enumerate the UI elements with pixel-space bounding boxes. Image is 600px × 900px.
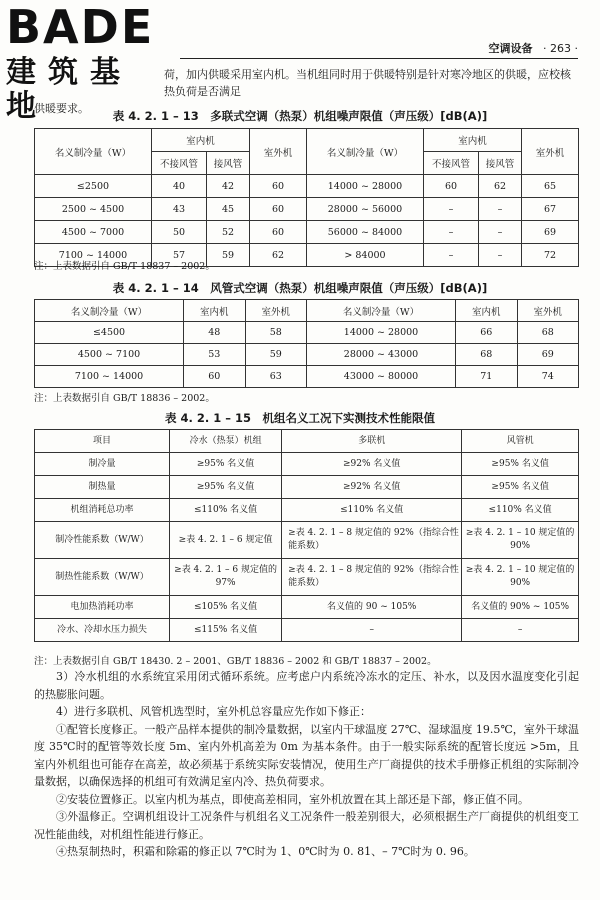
table-cell: 67: [522, 198, 579, 221]
intro-line-2: 供暖要求。: [34, 102, 89, 115]
t1-h-noduct2: 不接风管: [423, 152, 478, 175]
table-header-cell: 名义制冷量（W）: [306, 300, 455, 322]
table-cell: ≥表 4. 2. 1 – 8 规定值的 92%（指综合性能系数）: [282, 559, 462, 596]
table-cell: ≥95% 名义值: [170, 476, 282, 499]
table3: [34, 429, 579, 642]
table3-caption: 表 4. 2. 1 – 15 机组名义工况下实测技术性能限值: [164, 411, 435, 425]
table-cell: 4500 ~ 7100: [35, 344, 184, 366]
table-cell: ≥表 4. 2. 1 – 10 规定值的 90%: [462, 522, 579, 559]
table-header-cell: 室外机: [517, 300, 579, 322]
table-cell: –: [282, 619, 462, 642]
table-cell: 冷水、冷却水压力损失: [35, 619, 170, 642]
table-row: [35, 221, 579, 244]
table-cell: 60: [249, 175, 306, 198]
table-row: [35, 522, 579, 559]
table-cell: 63: [245, 366, 306, 388]
table-cell: 57: [152, 244, 207, 267]
table-cell: 7100 ~ 14000: [35, 366, 184, 388]
table-cell: ≥92% 名义值: [282, 453, 462, 476]
logo-cn: 建筑基地: [6, 55, 132, 124]
table-cell: 58: [245, 322, 306, 344]
table-cell: 56000 ~ 84000: [306, 221, 423, 244]
running-header: [489, 40, 578, 56]
table-cell: 62: [479, 175, 522, 198]
table-cell: 60: [423, 175, 478, 198]
table-cell: 40: [152, 175, 207, 198]
table-row: [35, 619, 579, 642]
t1-h-duct: 接风管: [207, 152, 250, 175]
t1-h-indoor2: 室内机: [423, 129, 521, 152]
table-cell: > 84000: [306, 244, 423, 267]
logo-brand: BADE: [6, 0, 155, 54]
table1: [34, 128, 579, 267]
table1-note: 注：上表数据引自 GB/T 18837 – 2002。: [34, 261, 215, 272]
table-cell: ≥95% 名义值: [170, 453, 282, 476]
table-cell: –: [479, 244, 522, 267]
table-cell: 制冷性能系数（W/W）: [35, 522, 170, 559]
table-header-cell: 风管机: [462, 430, 579, 453]
table-cell: 53: [184, 344, 245, 366]
table-cell: ≤110% 名义值: [462, 499, 579, 522]
t1-h-duct2: 接风管: [479, 152, 522, 175]
correction-1: ①配管长度修正。一般产品样本提供的制冷量数据，以室内干球温度 27℃、湿球温度 19.5℃，室外干球温度 35℃时的配管等效长度 5m、室内外机高差为 0m 为基本条件。由于一般实际系统的配管长度远 >5m，且室内外机组也可能存在高差，故必须基于系统实际安装情况，使用生产厂商提供的技术手册修正机组的实际制冷量数据，以确保选择的机组可有效满足室内冷、热负荷要求。: [34, 722, 579, 788]
table-header-cell: 项目: [35, 430, 170, 453]
table-row: [35, 476, 579, 499]
table-cell: 52: [207, 221, 250, 244]
table-cell: –: [423, 198, 478, 221]
table-cell: ≤110% 名义值: [170, 499, 282, 522]
table-cell: 45: [207, 198, 250, 221]
table-cell: ≤115% 名义值: [170, 619, 282, 642]
t1-h-cap: 名义制冷量（W）: [35, 129, 152, 175]
table-cell: 71: [456, 366, 517, 388]
table-cell: 28000 ~ 56000: [306, 198, 423, 221]
table-row: [35, 322, 579, 344]
table-cell: 43000 ~ 80000: [306, 366, 455, 388]
table-cell: 7100 ~ 14000: [35, 244, 152, 267]
table-cell: 电加热消耗功率: [35, 596, 170, 619]
table-header-cell: 室内机: [456, 300, 517, 322]
table-cell: 66: [456, 322, 517, 344]
table-row: [35, 366, 579, 388]
correction-4: ④热泵制热时，积霜和除霜的修正以 7℃时为 1、0℃时为 0. 81、– 7℃时为 0. 96。: [56, 845, 475, 858]
table-cell: 14000 ~ 28000: [306, 322, 455, 344]
section-title: 空调设备: [488, 42, 533, 55]
table2: [34, 299, 579, 388]
table-cell: ≥95% 名义值: [462, 476, 579, 499]
paragraph-3: 3）冷水机组的水系统宜采用闭式循环系统。应考虑户内系统冷冻水的定压、补水，以及因水温度变化引起的热膨胀问题。: [34, 670, 579, 701]
table3-note: 注：上表数据引自 GB/T 18430. 2 – 2001、GB/T 18836 – 2002 和 GB/T 18837 – 2002。: [34, 656, 437, 667]
table-cell: 60: [249, 198, 306, 221]
table-cell: 68: [456, 344, 517, 366]
table-cell: ≤2500: [35, 175, 152, 198]
t1-h-cap2: 名义制冷量（W）: [306, 129, 423, 175]
table-row: [35, 596, 579, 619]
table-cell: –: [462, 619, 579, 642]
table-cell: ≤105% 名义值: [170, 596, 282, 619]
table-cell: 59: [245, 344, 306, 366]
table2-note: 注：上表数据引自 GB/T 18836 – 2002。: [34, 393, 215, 404]
table-cell: 制热量: [35, 476, 170, 499]
table-cell: 50: [152, 221, 207, 244]
table-cell: 14000 ~ 28000: [306, 175, 423, 198]
table-header-cell: 名义制冷量（W）: [35, 300, 184, 322]
table-cell: 制冷量: [35, 453, 170, 476]
t1-h-outdoor2: 室外机: [522, 129, 579, 175]
intro-line-1: 荷，加内供暖采用室内机。当机组同时用于供暖特别是针对寒冷地区的供暖，应校核热负荷是否满足: [164, 68, 571, 98]
header-rule: [180, 58, 578, 59]
table-cell: 42: [207, 175, 250, 198]
table-cell: ≥表 4. 2. 1 – 6 规定值的 97%: [170, 559, 282, 596]
table-header-cell: 冷水（热泵）机组: [170, 430, 282, 453]
table-cell: 59: [207, 244, 250, 267]
t1-h-indoor: 室内机: [152, 129, 250, 152]
table-cell: 60: [184, 366, 245, 388]
table-cell: 名义值的 90% ~ 105%: [462, 596, 579, 619]
table-cell: –: [479, 221, 522, 244]
table-cell: 68: [517, 322, 579, 344]
table-cell: –: [423, 244, 478, 267]
table-cell: ≤4500: [35, 322, 184, 344]
table-cell: ≤110% 名义值: [282, 499, 462, 522]
table-header-cell: 室内机: [184, 300, 245, 322]
correction-2: ②安装位置修正。以室内机为基点，即使高差相同，室外机放置在其上部还是下部，修正值不同。: [56, 792, 529, 806]
table-header-cell: 室外机: [245, 300, 306, 322]
table-cell: 制热性能系数（W/W）: [35, 559, 170, 596]
table-cell: ≥95% 名义值: [462, 453, 579, 476]
table-cell: 名义值的 90 ~ 105%: [282, 596, 462, 619]
table-row: [35, 344, 579, 366]
table-cell: 72: [522, 244, 579, 267]
table-row: [35, 175, 579, 198]
table-cell: ≥表 4. 2. 1 – 6 规定值: [170, 522, 282, 559]
table-cell: 69: [517, 344, 579, 366]
page-number: · 263 ·: [543, 42, 578, 55]
table-cell: ≥表 4. 2. 1 – 10 规定值的 90%: [462, 559, 579, 596]
table-cell: –: [423, 221, 478, 244]
paragraph-4: 4）进行多联机、风管机选型时，室外机总容量应先作如下修正：: [56, 705, 371, 718]
table-cell: ≥表 4. 2. 1 – 8 规定值的 92%（指综合性能系数）: [282, 522, 462, 559]
table-cell: ≥92% 名义值: [282, 476, 462, 499]
table-cell: 2500 ~ 4500: [35, 198, 152, 221]
table-cell: 60: [249, 221, 306, 244]
table-cell: 62: [249, 244, 306, 267]
table-cell: 69: [522, 221, 579, 244]
t1-h-outdoor: 室外机: [249, 129, 306, 175]
table-header-cell: 多联机: [282, 430, 462, 453]
body-text: [34, 668, 579, 861]
table-cell: 74: [517, 366, 579, 388]
table-row: [35, 559, 579, 596]
t1-h-noduct: 不接风管: [152, 152, 207, 175]
table-cell: –: [479, 198, 522, 221]
table-cell: 机组消耗总功率: [35, 499, 170, 522]
correction-3: ③外温修正。空调机组设计工况条件与机组名义工况条件一般差别很大，必须根据生产厂商提供的机组变工况性能曲线，对机组性能进行修正。: [34, 810, 579, 841]
table-cell: 4500 ~ 7000: [35, 221, 152, 244]
table-cell: 65: [522, 175, 579, 198]
table2-caption: 表 4. 2. 1 – 14 风管式空调（热泵）机组噪声限值（声压级）[dB(A)]: [112, 281, 488, 295]
table-row: [35, 453, 579, 476]
table-cell: 48: [184, 322, 245, 344]
table-cell: 43: [152, 198, 207, 221]
table-row: [35, 198, 579, 221]
table1-caption: 表 4. 2. 1 – 13 多联式空调（热泵）机组噪声限值（声压级）[dB(A)]: [112, 109, 488, 123]
table-row: [35, 499, 579, 522]
table-cell: 28000 ~ 43000: [306, 344, 455, 366]
